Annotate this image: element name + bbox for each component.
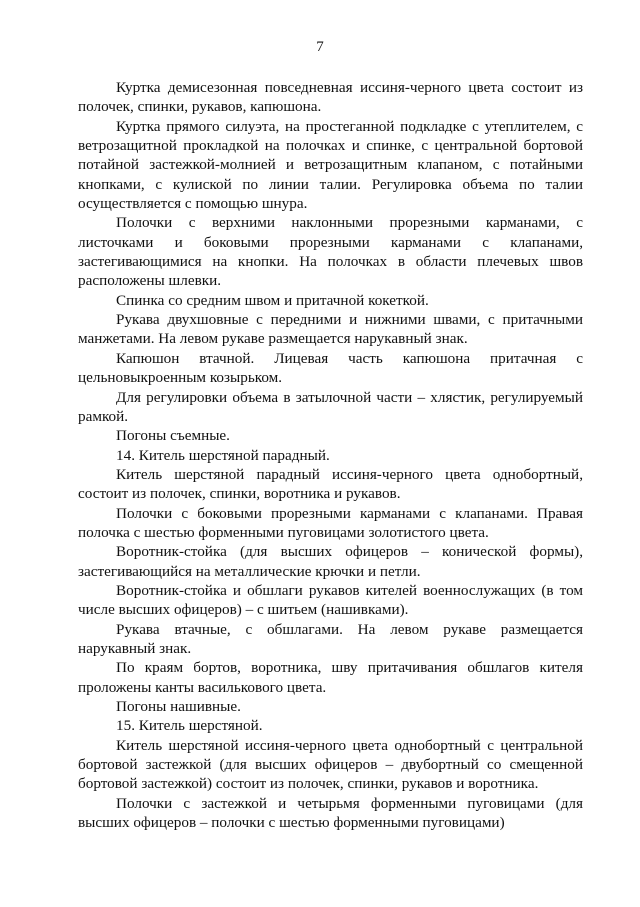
paragraph: Воротник-стойка (для высших офицеров – конической формы), застегивающийся на металлические крючки и петли. bbox=[78, 543, 583, 580]
paragraph: Воротник-стойка и обшлаги рукавов кителей военнослужащих (в том числе высших офицеров) – с шитьем (нашивками). bbox=[78, 581, 583, 619]
paragraph: Китель шерстяной иссиня-черного цвета однобортный с центральной бортовой застежкой (для высших офицеров – двубортный со смещенной бортовой застежкой) состоит из полочек, спинки, рукавов и воротника. bbox=[78, 736, 583, 793]
paragraph: Рукава втачные, с обшлагами. На левом рукаве размещается нарукавный знак. bbox=[78, 620, 583, 657]
paragraph: Рукава двухшовные с передними и нижними швами, с притачными манжетами. На левом рукаве размещается нарукавный знак. bbox=[78, 311, 583, 348]
paragraph: Для регулировки объема в затылочной части – хлястик, регулируемый рамкой. bbox=[78, 388, 583, 425]
paragraph: Погоны съемные. bbox=[116, 427, 230, 445]
paragraph: По краям бортов, воротника, шву притачивания обшлагов кителя проложены канты василькового цвета. bbox=[78, 659, 583, 696]
section-heading: 15. Китель шерстяной. bbox=[116, 717, 263, 735]
paragraph: Полочки с застежкой и четырьмя форменными пуговицами (для высших офицеров – полочки с шестью форменными пуговицами) bbox=[78, 794, 583, 832]
paragraph: Полочки с верхними наклонными прорезными карманами, с листочками и боковыми прорезными карманами с клапанами, застегивающимися на кнопки. На полочках в области плечевых швов расположены шлевки. bbox=[78, 214, 583, 290]
paragraph: Капюшон втачной. Лицевая часть капюшона притачная с цельновыкроенным козырьком. bbox=[78, 349, 583, 387]
document-body bbox=[78, 78, 583, 832]
paragraph: Куртка прямого силуэта, на простеганной подкладке с утеплителем, с ветрозащитной прокладкой на полочках и спинке, с центральной бортовой потайной застежкой-молнией и ветрозащитным клапаном, с потайными кнопками, с кулиской по линии талии. Регулировка объема по талии осуществляется с помощью шнура. bbox=[78, 117, 583, 213]
page-number: 7 bbox=[316, 39, 324, 55]
paragraph: Китель шерстяной парадный иссиня-черного цвета однобортный, состоит из полочек, спинки, воротника и рукавов. bbox=[78, 465, 583, 503]
paragraph: Погоны нашивные. bbox=[116, 698, 241, 715]
paragraph: Куртка демисезонная повседневная иссиня-черного цвета состоит из полочек, спинки, рукавов, капюшона. bbox=[78, 79, 583, 116]
section-heading: 14. Китель шерстяной парадный. bbox=[116, 446, 330, 464]
paragraph: Спинка со средним швом и притачной кокеткой. bbox=[116, 291, 429, 309]
paragraph: Полочки с боковыми прорезными карманами с клапанами. Правая полочка с шестью форменными пуговицами золотистого цвета. bbox=[78, 504, 583, 541]
